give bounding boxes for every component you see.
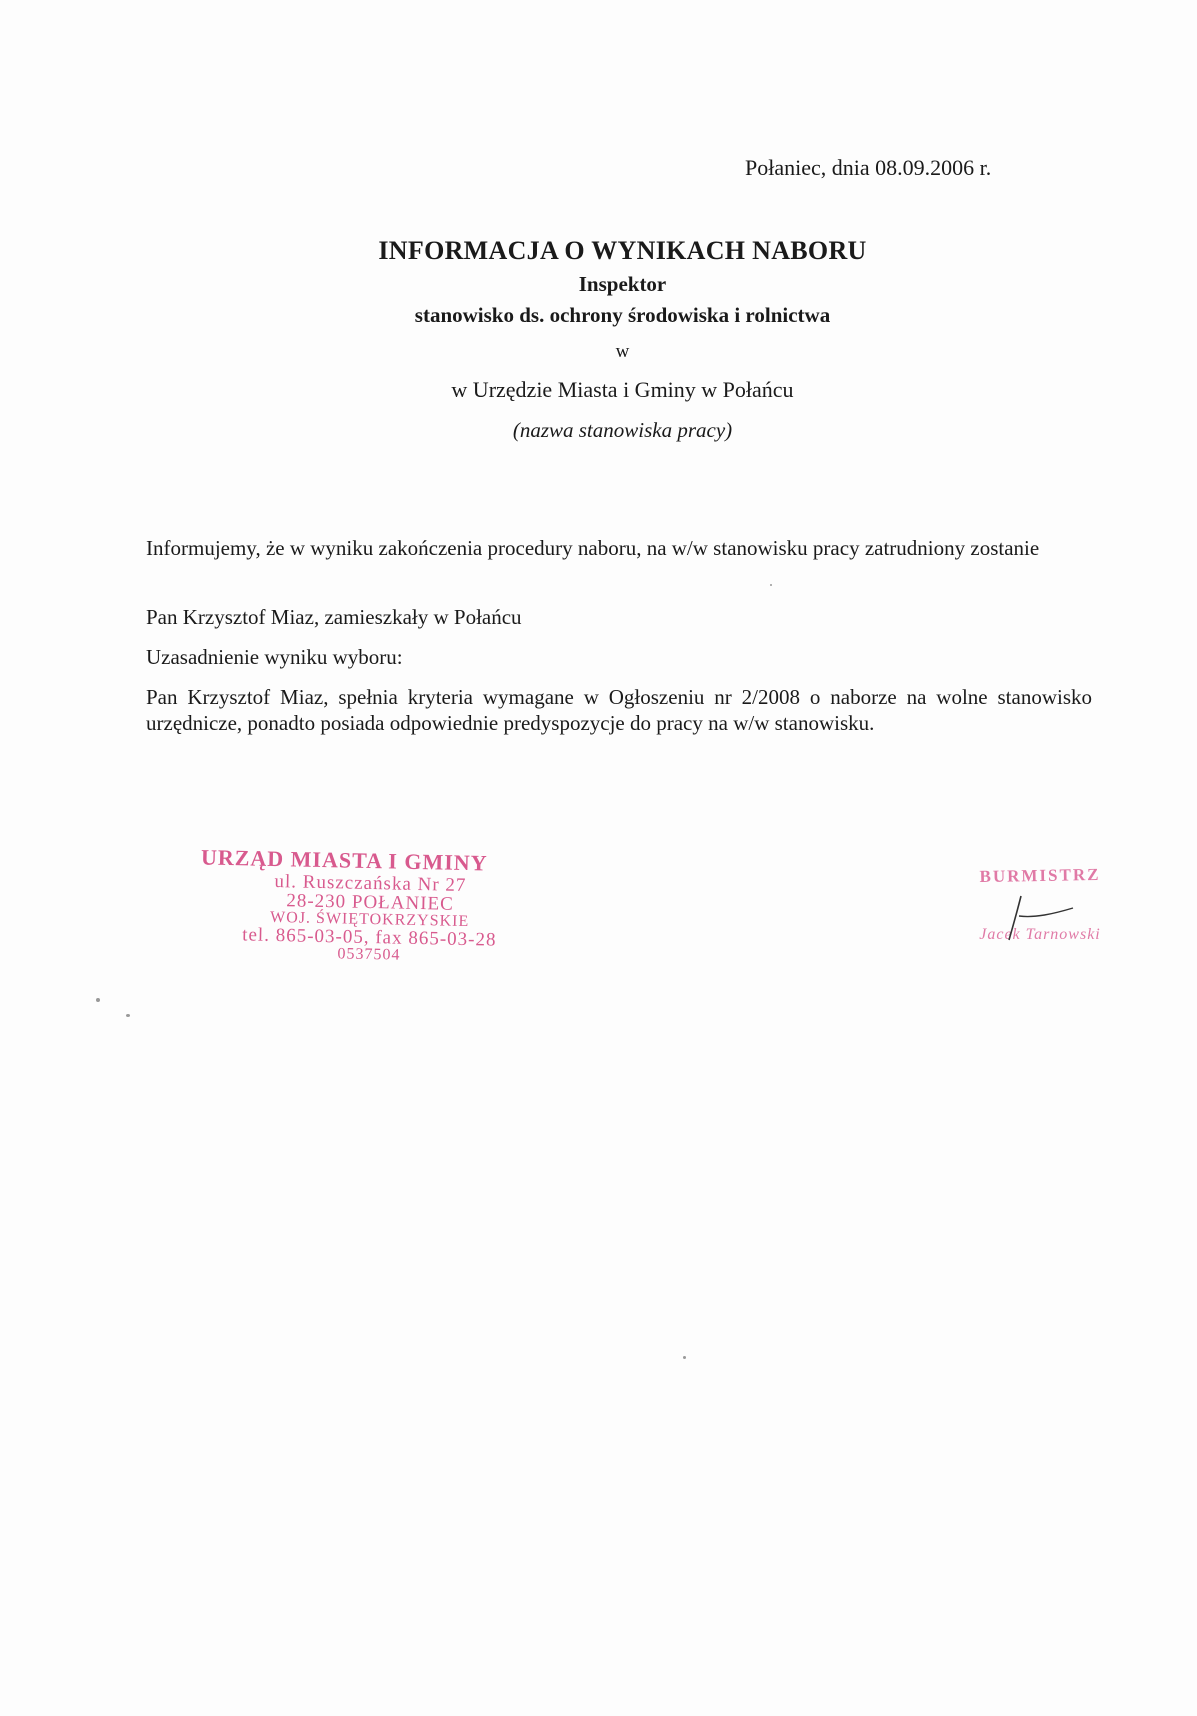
paragraph-justification: Pan Krzysztof Miaz, spełnia kryteria wymagane w Ogłoszeniu nr 2/2008 o naborze na wolne stanowisko urzędnicze, ponadto posiada odpowiednie predyspozycje do pracy na w/w stanowisku. [146,685,1092,735]
post-note: (nazwa stanowiska pracy) [512,418,733,442]
paragraph-candidate: Pan Krzysztof Miaz, zamieszkały w Połańcu [146,605,522,629]
signature-role: BURMISTRZ [979,864,1101,887]
scan-speck [96,998,100,1002]
signature-block [955,866,1125,944]
stamp-line-street: ul. Ruszczańska Nr 27 [274,870,467,897]
stamp-line-voivodeship: WOJ. ŚWIĘTOKRZYSKIE [269,908,470,931]
scan-speck [770,584,772,586]
scan-speck [683,1356,686,1359]
scan-speck [126,1014,130,1017]
date-line: Połaniec, dnia 08.09.2006 r. [745,155,992,180]
connector-w: w [615,341,630,362]
document-heading: INFORMACJA O WYNIKACH NABORU [378,236,867,265]
office-stamp [199,844,541,966]
stamp-line-phone: tel. 865-03-05, fax 865-03-28 [241,924,497,951]
office-name: w Urzędzie Miasta i Gminy w Połańcu [451,377,794,402]
stamp-line-office: URZĄD MIASTA I GMINY [200,844,488,876]
signature-name: Jacek Tarnowski [979,926,1101,943]
signature-stroke-icon [1005,894,1075,944]
job-title: Inspektor [578,272,667,296]
paragraph-announcement: Informujemy, że w wyniku zakończenia procedury naboru, na w/w stanowisku pracy zatrudniony zostanie [146,536,1040,560]
paragraph-justification-heading: Uzasadnienie wyniku wyboru: [146,645,403,669]
post-description: stanowisko ds. ochrony środowiska i rolnictwa [414,303,831,327]
stamp-line-city: 28-230 POŁANIEC [286,890,455,915]
stamp-line-number: 0537504 [337,945,401,964]
